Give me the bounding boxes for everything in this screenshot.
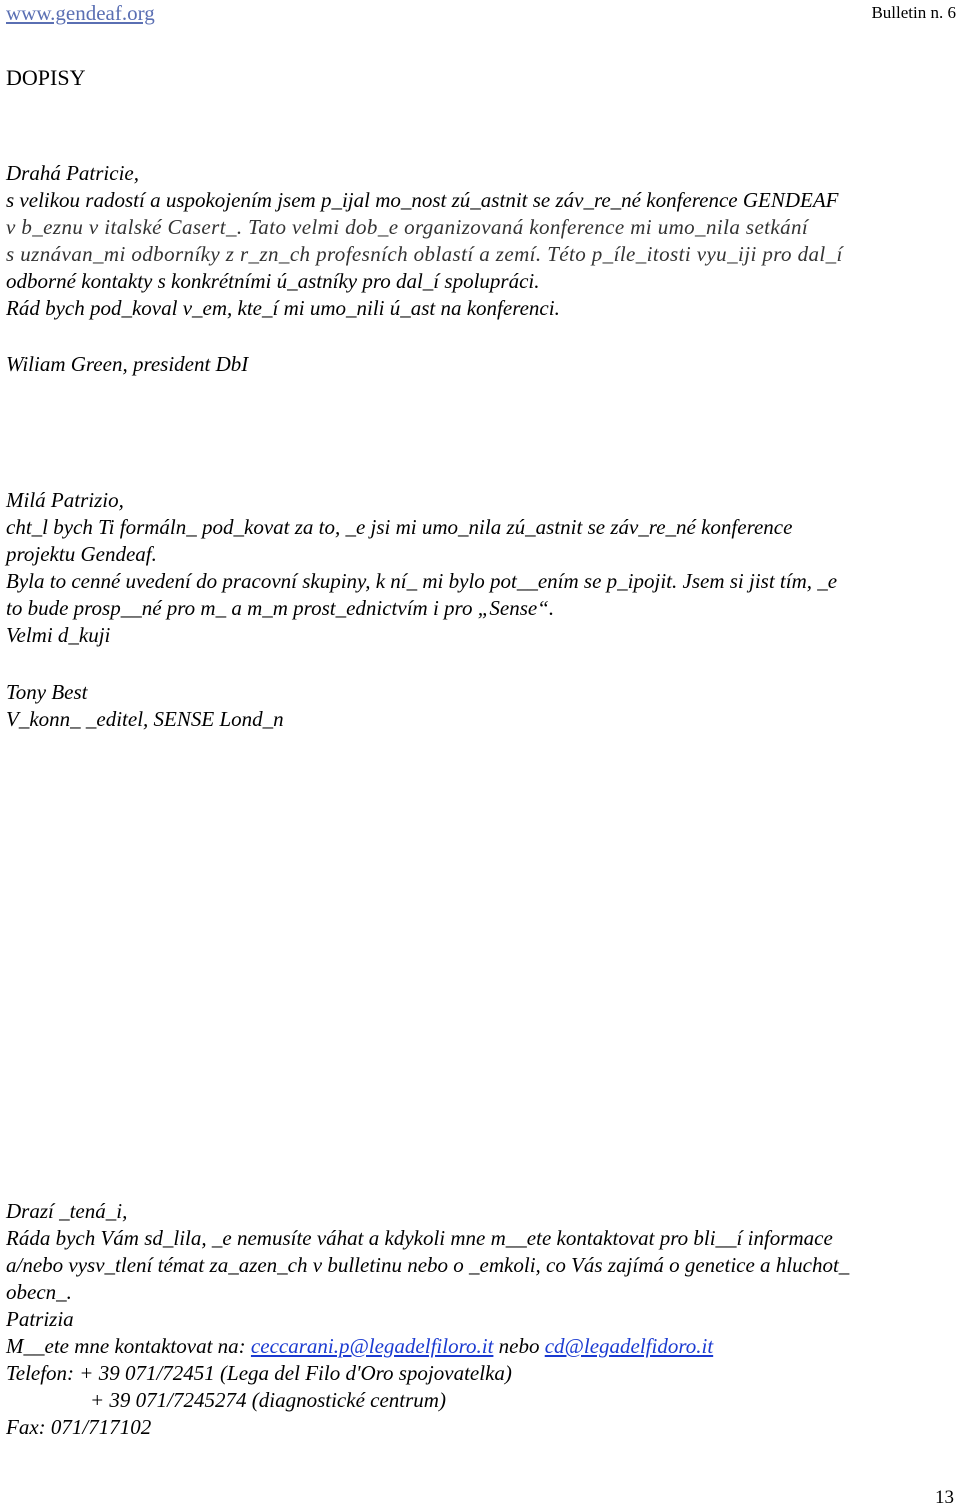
letter-1-line: Rád bych pod_koval v_em, kte_í mi umo_nili ú_ast na konferenci. — [6, 296, 560, 320]
letter-1-line: s uznávan_mi odborníky z r_zn_ch profesních oblastí a zemí. Této p_íle_itosti vyu_iji pro dal_í — [6, 242, 843, 266]
contact-middle: nebo — [493, 1334, 545, 1358]
letter-2-line: projektu Gendeaf. — [6, 542, 157, 566]
letter-1-salutation: Drahá Patricie, — [6, 161, 139, 185]
letter-2-salutation: Milá Patrizio, — [6, 488, 124, 512]
email-link-cd[interactable]: cd@legadelfidoro.it — [544, 1334, 714, 1358]
letter-1 — [6, 160, 843, 322]
letter-2-signature — [6, 679, 284, 733]
letter-3-salutation: Drazí _tená_i, — [6, 1199, 128, 1223]
letter-2-line: Byla to cenné uvedení do pracovní skupiny, k ní_ mi bylo pot__ením se p_ipojit. Jsem si jist tím, _e — [6, 569, 838, 593]
letter-2 — [6, 487, 837, 649]
letter-3-signature: Patrizia — [6, 1307, 74, 1331]
letter-2-signature-role: V_konn_ _editel, SENSE Lond_n — [6, 707, 284, 731]
letter-2-signature-name: Tony Best — [6, 680, 88, 704]
letter-2-line: Velmi d_kuji — [6, 623, 111, 647]
letter-1-line: s velikou radostí a uspokojením jsem p_ijal mo_nost zú_astnit se záv_re_né konference GENDEAF — [6, 188, 839, 212]
phone-line-2: + 39 071/7245274 (diagnostické centrum) — [90, 1388, 446, 1412]
phone-line-1: Telefon: + 39 071/72451 (Lega del Filo d'Oro spojovatelka) — [6, 1361, 512, 1385]
bulletin-number: Bulletin n. 6 — [871, 3, 956, 22]
letter-3-line: Ráda bych Vám sd_lila, _e nemusíte váhat a kdykoli mne m__ete kontaktovat pro bli__í informace — [6, 1226, 833, 1250]
fax-line: Fax: 071/717102 — [6, 1415, 152, 1439]
page-number: 13 — [935, 1487, 954, 1508]
letter-1-signature: Wiliam Green, president DbI — [6, 352, 249, 376]
letter-2-line: cht_l bych Ti formáln_ pod_kovat za to, _e jsi mi umo_nila zú_astnit se záv_re_né konference — [6, 515, 793, 539]
letter-2-line: to bude prosp__né pro m_ a m_m prost_ednictvím i pro „Sense“. — [6, 596, 555, 620]
letter-3 — [6, 1198, 849, 1441]
letter-3-line: a/nebo vysv_tlení témat za_azen_ch v bulletinu nebo o _emkoli, co Vás zajímá o genetice a hluchot_ — [6, 1253, 850, 1277]
letter-3-line: obecn_. — [6, 1280, 72, 1304]
contact-prefix: M__ete mne kontaktovat na: — [6, 1334, 251, 1358]
site-link[interactable]: www.gendeaf.org — [6, 1, 155, 25]
letter-1-line: odborné kontakty s konkrétními ú_astníky pro dal_í spolupráci. — [6, 269, 540, 293]
email-link-ceccarani[interactable]: ceccarani.p@legadelfiloro.it — [250, 1334, 494, 1358]
letter-1-line: v b_eznu v italské Casert_. Tato velmi dob_e organizovaná konference mi umo_nila setkání — [6, 215, 809, 239]
section-title: DOPISY — [6, 65, 86, 90]
contact-line — [6, 1333, 849, 1360]
